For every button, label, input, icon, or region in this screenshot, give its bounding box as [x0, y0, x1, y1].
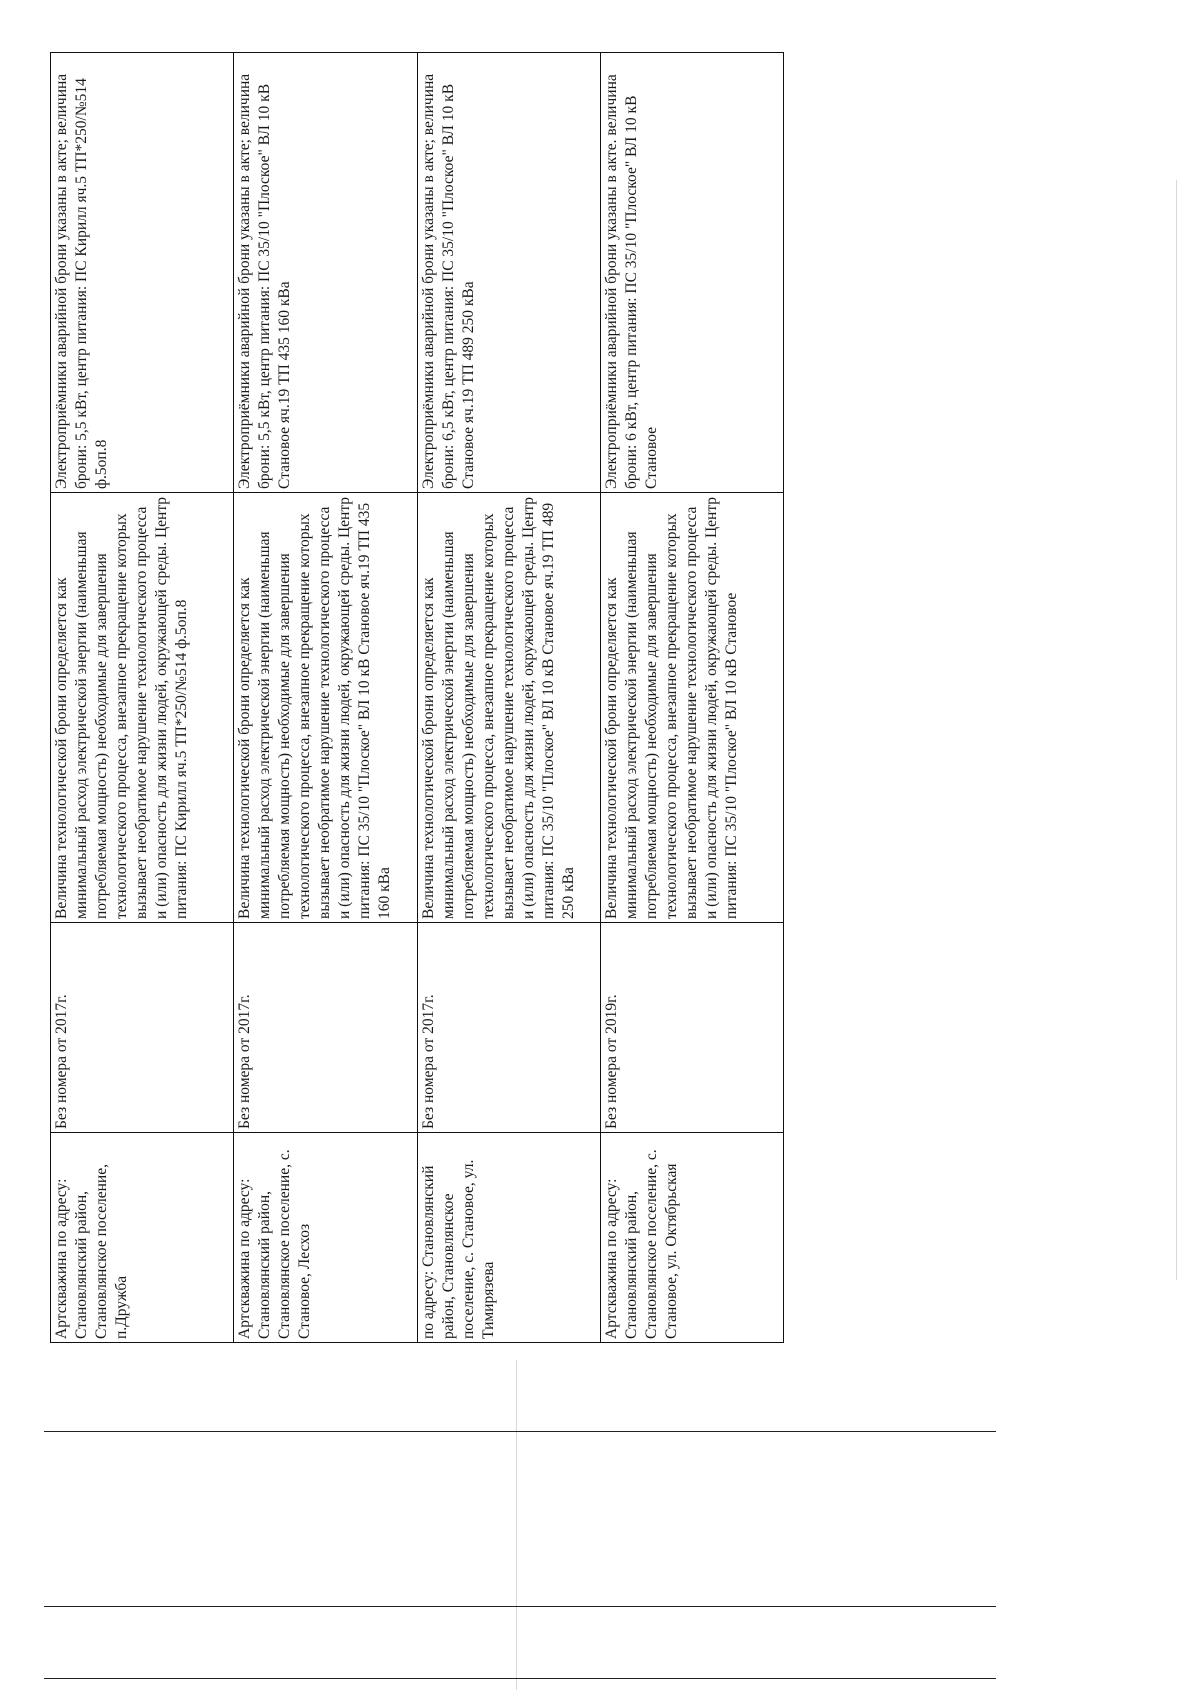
emergency-reserve-cell: Электроприёмники аварийной брони указаны в акте; величина брони: 6,5 кВт, центр питания: ПС 35/10 "Плоское" ВЛ 10 кВ Становое яч.19 ТП 489 250 кВа: [417, 53, 600, 493]
emergency-reserve-cell: Электроприёмники аварийной брони указаны в акте. величина брони: 6 кВт, центр питания: ПС 35/10 "Плоское" ВЛ 10 кВ Становое: [600, 53, 783, 493]
table-row: [234, 53, 417, 1343]
object-cell: Артскважина по адресу: Становлянский район, Становлянское поселение, с. Становое, Лесхоз: [234, 1133, 417, 1343]
separator-line: [44, 1431, 996, 1432]
act-cell: Без номера от 2017г.: [417, 923, 600, 1133]
separator-line: [44, 1678, 996, 1679]
rotated-table-container: [50, 53, 784, 1343]
tech-reserve-cell: Величина технологической брони определяется как минимальный расход электрической энергии (наименьшая потребляемая мощность) необходимые для завершения технологического процесса, внезапное прекращение которых вызывает необратимое нарушение технологического процесса и (или) опасность для жизни людей, окружающей среды. Центр питания: ПС Кирилл яч.5 ТП*250/№514 ф.5оп.8: [51, 493, 234, 923]
tech-reserve-cell: Величина технологической брони определяется как минимальный расход электрической энергии (наименьшая потребляемая мощность) необходимые для завершения технологического процесса, внезапное прекращение которых вызывает необратимое нарушение технологического процесса и (или) опасность для жизни людей, окружающей среды. Центр питания: ПС 35/10 "Плоское" ВЛ 10 кВ Становое яч.19 ТП 435 160 кВа: [234, 493, 417, 923]
tech-reserve-cell: Величина технологической брони определяется как минимальный расход электрической энергии (наименьшая потребляемая мощность) необходимые для завершения технологического процесса, внезапное прекращение которых вызывает необратимое нарушение технологического процесса и (или) опасность для жизни людей, окружающей среды. Центр питания: ПС 35/10 "Плоское" ВЛ 10 кВ Становое: [600, 493, 783, 923]
separator-line: [44, 1606, 996, 1607]
object-cell: Артскважина по адресу: Становлянский район, Становлянское поселение, с. Становое, ул. Октябрьская: [600, 1133, 783, 1343]
act-cell: Без номера от 2017г.: [234, 923, 417, 1133]
table-row: [417, 53, 600, 1343]
reserve-table: [50, 52, 784, 1343]
act-cell: Без номера от 2017г.: [51, 923, 234, 1133]
object-cell: по адресу: Становлянский район, Становлянское поселение, с. Становое, ул. Тимирязева: [417, 1133, 600, 1343]
object-cell: Артскважина по адресу: Становлянский район, Становлянское поселение, п.Дружба: [51, 1133, 234, 1343]
table-row: [600, 53, 783, 1343]
emergency-reserve-cell: Электроприёмники аварийной брони указаны в акте; величина брони: 5,5 кВт, центр питания: ПС 35/10 "Плоское" ВЛ 10 кВ Становое яч.19 ТП 435 160 кВа: [234, 53, 417, 493]
tech-reserve-cell: Величина технологической брони определяется как минимальный расход электрической энергии (наименьшая потребляемая мощность) необходимые для завершения технологического процесса, внезапное прекращение которых вызывает необратимое нарушение технологического процесса и (или) опасность для жизни людей, окружающей среды. Центр питания: ПС 35/10 "Плоское" ВЛ 10 кВ Становое яч.19 ТП 489 250 кВа: [417, 493, 600, 923]
emergency-reserve-cell: Электроприёмники аварийной брони указаны в акте; величина брони: 5,5 кВт, центр питания: ПС Кирилл яч.5 ТП*250/№514 ф.5оп.8: [51, 53, 234, 493]
table-row: [51, 53, 234, 1343]
scan-fold-line: [1176, 180, 1177, 1280]
act-cell: Без номера от 2019г.: [600, 923, 783, 1133]
scan-fold-line: [516, 1360, 517, 1690]
